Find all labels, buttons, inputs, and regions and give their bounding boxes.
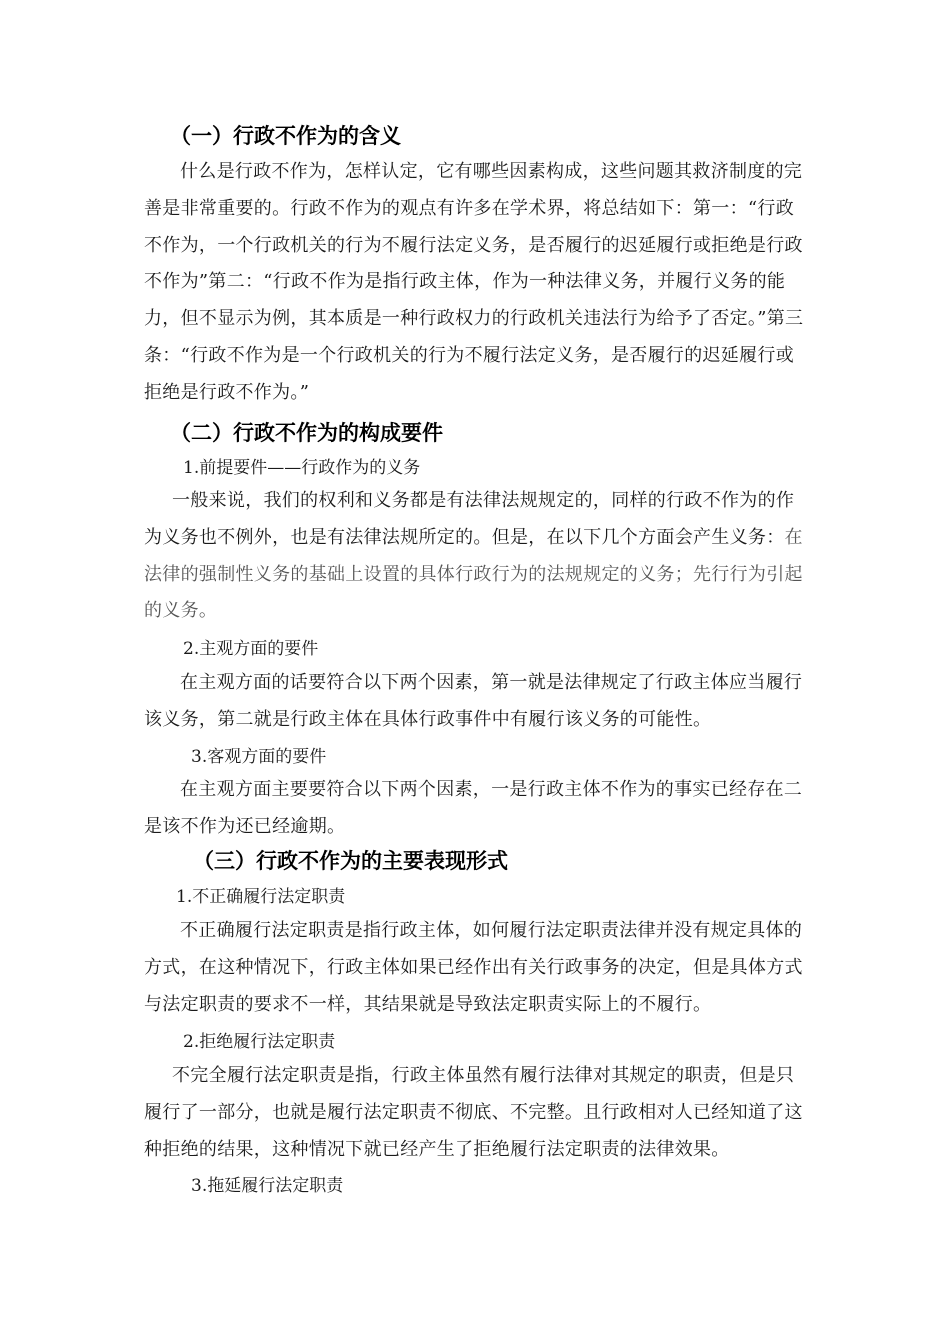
paragraph-objective: 在主观方面主要要符合以下两个因素，一是行政主体不作为的事实已经存在二是该不作为还已经逾期。 [144,779,803,837]
item-title-delay: 3.拖延履行法定职责 [191,1176,344,1196]
section-heading-2: （二）行政不作为的构成要件 [170,421,443,445]
paragraph-subjective: 在主观方面的话要符合以下两个因素，第一就是法律规定了行政主体应当履行该义务，第二就是行政主体在具体行政事件中有履行该义务的可能性。 [144,672,803,730]
item-title-incorrect: 1.不正确履行法定职责 [176,887,346,907]
item-title-refuse: 2.拒绝履行法定职责 [183,1032,336,1052]
item-title-premise: 1.前提要件——行政作为的义务 [183,458,421,478]
paragraph-incorrect: 不正确履行法定职责是指行政主体，如何履行法定职责法律并没有规定具体的方式，在这种情况下，行政主体如果已经作出有关行政事务的决定，但是具体方式与法定职责的要求不一样，其结果就是导致法定职责实际上的不履行。 [144,920,803,1015]
paragraph-definition: 什么是行政不作为，怎样认定，它有哪些因素构成，这些问题其救济制度的完善是非常重要的。行政不作为的观点有许多在学术界，将总结如下：第一：“行政不作为，一个行政机关的行为不履行法定义务，是否履行的迟延履行或拒绝是行政不作为”第二：“行政不作为是指行政主体，作为一种法律义务，并履行义务的能力，但不显示为例，其本质是一种行政权力的行政机关违法行为给予了否定。”第三条：“行政不作为是一个行政机关的行为不履行法定义务，是否履行的迟延履行或拒绝是行政不作为。” [144,161,804,403]
paragraph-premise-faint: 在法律的强制性义务的基础上设置的具体行政行为的法规规定的义务；先行行为引起的义务。 [144,526,803,622]
item-title-objective: 3.客观方面的要件 [191,747,327,767]
section-heading-3: （三）行政不作为的主要表现形式 [193,849,508,873]
paragraph-premise [144,483,810,630]
section-heading-1: （一）行政不作为的含义 [170,124,401,148]
paragraph-refuse: 不完全履行法定职责是指，行政主体虽然有履行法律对其规定的职责，但是只履行了一部分，也就是履行法定职责不彻底、不完整。且行政相对人已经知道了这种拒绝的结果，这种情况下就已经产生了拒绝履行法定职责的法律效果。 [144,1065,803,1160]
item-title-subjective: 2.主观方面的要件 [183,639,319,659]
paragraph-premise-main: 一般来说，我们的权利和义务都是有法律法规规定的，同样的行政不作为的作为义务也不例外，也是有法律法规所定的。但是，在以下几个方面会产生义务： [144,490,795,548]
